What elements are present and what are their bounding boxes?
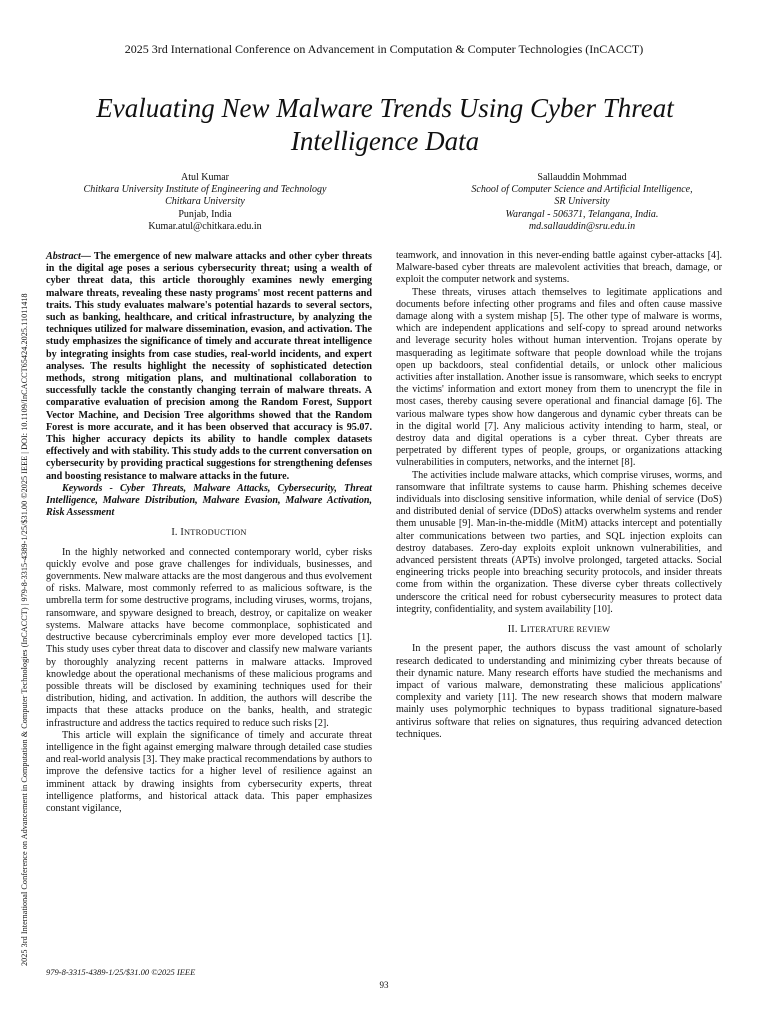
section-number: I.	[171, 527, 178, 539]
body-paragraph: In the highly networked and connected contemporary world, cyber risks quickly evolve and pose grave challenges for individuals, businesses, and governments. New malware attacks are the most dangerous and thus evolvement of risks. Malware, most commonly referred to as malicious software, is the umbrella term for some destructive programs, including viruses, worms, trojans, ransomware, and spyware designed to breach, destroy, or capitalize on weaker systems. Malware attacks have become commonplace, sophisticated and destructive because cybercriminals employ ever more developed tactics [1]. This study uses cyber threat data to discover and classify new malware variants by thoroughly analyzing recent patterns in malware attacks. Improved knowledge about the operational mechanisms of these malicious programs and possible threats will be disclosed by examining techniques used for their distribution, hiding, and activation. In addition, the authors will describe the impacts that these attacks produce on the banks, health, and strategic infrastructure and address the tactics required to reduce such risks [2].	[46, 546, 372, 729]
conference-header: 2025 3rd International Conference on Advancement in Computation & Computer Technologies (InCACCT)	[124, 42, 644, 56]
author-block-2	[432, 172, 732, 233]
section-title-initial: I	[180, 527, 184, 539]
author-email: md.sallauddin@sru.edu.in	[528, 220, 636, 232]
abstract-label: Abstract	[46, 251, 81, 262]
author-email: Kumar.atul@chitkara.edu.in	[148, 220, 262, 232]
keywords-label: Keywords -	[62, 482, 113, 494]
abstract	[46, 251, 372, 483]
author-affiliation: Chitkara University Institute of Engineering and Technology	[83, 184, 327, 196]
left-column	[46, 251, 372, 815]
body-paragraph: In the present paper, the authors discuss the vast amount of scholarly research dedicated to understanding and minimizing cyber threats because of their dynamic nature. Many research efforts have studied the mechanisms and impact of various malware, demonstrating these malicious applications' complexity and variety [11]. The new research shows that modern malware mainly uses polymorphic techniques to bypass traditional signature-based antivirus software that relies on signatures, thus requiring advanced detection techniques.	[396, 643, 722, 740]
section-title-rest: NTRODUCTION	[184, 528, 247, 538]
author-affiliation: Chitkara University	[165, 196, 245, 208]
body-paragraph: This article will explain the significance of timely and accurate threat intelligence in the fight against emerging malware through detailed case studies and real-world analysis [3]. They make practical recommendations by authors to improve the defensive tactics for a higher level of resilience against an imminent attack by drawing insights from cybersecurity experts, threat intelligence platforms, and historical attack data. This paper emphasizes constant vigilance,	[46, 729, 372, 814]
footer-isbn: 979-8-3315-4389-1/25/$31.00 ©2025 IEEE	[46, 967, 196, 977]
paper-title-line1: Evaluating New Malware Trends Using Cyber Threat	[96, 93, 674, 123]
side-margin-doi: 2025 3rd International Conference on Advancement in Computation & Computer Technologies (InCACCT) | 979-8-3315-4389-1/25/$31.00 ©2025 IEEE | DOI: 10.1109/InCACCT65424.2025.11011418	[20, 293, 29, 966]
right-column	[396, 250, 722, 741]
author-location: Warangal - 506371, Telangana, India.	[505, 208, 659, 220]
page-number: 93	[379, 980, 389, 990]
body-paragraph: The activities include malware attacks, which comprise viruses, worms, and ransomware that infiltrate systems to cause harm. Phishing schemes deceive individuals into disclosing sensitive information, while denial of service (DoS) and distributed denial of service (DDoS) attacks overwhelm systems and render them unusable [9]. Man-in-the-middle (MitM) attacks intercept and potentially alter communications between two parties, and SQL injection exploits can destroy databases. Zero-day exploits exploit unknown vulnerabilities, and advanced persistent threats (APTs) involve prolonged, targeted attacks. Social engineering tricks people into breaching security protocols, and insider threats come from within the organization. These diverse cyber threats collectively underscore the critical need for robust cybersecurity measures to protect data integrity, confidentiality, and system availability [10].	[396, 469, 722, 615]
author-name: Atul Kumar	[180, 172, 230, 183]
author-block-1	[55, 172, 355, 233]
author-location: Punjab, India	[178, 208, 232, 220]
body-paragraph: teamwork, and innovation in this never-ending battle against cyber-attacks [4]. Malware-based cyber threats are malevolent activities that breach, damage, or exploit the computer network and systems.	[396, 250, 722, 286]
section-title-rest: ITERATURE REVIEW	[526, 625, 611, 635]
section-title-initial: L	[520, 624, 527, 636]
keywords-text: Cyber Threats, Malware Attacks, Cybersecurity, Threat Intelligence, Malware Distribution, Malware Evasion, Malware Activation, Risk Assessment	[46, 482, 372, 519]
author-name: Sallauddin Mohmmad	[537, 172, 627, 183]
body-paragraph: These threats, viruses attach themselves to legitimate applications and documents before infecting other programs and files and often cause massive damage along with a system mishap [5]. The other type of malware is worms, which are independent applications and self-copy to spread around networks and leverage security holes without human intervention. Trojans operate by masquerading as legitimate software that people download while the trojans open up backdoors, steal confidential details, or unlock other malicious activities after installation. Another issue is ransomware, which seeks to encrypt the victims' information and extort money from them to unencrypt the file in most cases, thereby causing severe operational and financial damage [6]. The various malware types show how dangerous and dynamic cyber threats can be in the digital world [7]. Any malicious activity intending to harm, steal, or destroy data and digital operations is a cyber threat. Cyber threats are perpetrated by different types of people, groups, or organizations attacking vulnerabilities in computers, networks, and the internet [8].	[396, 286, 722, 469]
section-heading-literature-review	[396, 624, 722, 636]
keywords	[46, 483, 372, 520]
author-affiliation: SR University	[554, 196, 610, 208]
author-affiliation: School of Computer Science and Artificial Intelligence,	[471, 184, 693, 196]
abstract-text: — The emergence of new malware attacks and other cyber threats in the digital age poses a serious cybersecurity threat; using a wealth of cyber threat data, this article thoroughly examines newly emerging malware threats, revealing these nasty programs' most recent patterns and traits. This study evaluates malware's potential hazards to several sectors, such as banking, healthcare, and critical infrastructure, by analyzing the techniques utilized for malware dissemination, evasion, and activation. The study emphasizes the significance of timely and accurate threat intelligence by integrating insights from case studies, real-world incidents, and expert analyses. The results highlight the necessity of sophisticated detection methods, strong mitigation plans, and multinational collaboration to successfully tackle the constantly changing terrain of malware threats. A comparative evaluation of precision among the Random Forest, Support Vector Machine, and Decision Tree algorithms showed that the Random Forest is more accurate, and it has been observed that accuracy is 95.07. This higher accuracy depicts its ability to handle complex datasets effectively and with stability. This study adds to the current conversation on cybersecurity by providing practical suggestions for strengthening defenses and boosting resistance to malware attacks in the future.	[46, 251, 373, 482]
section-heading-introduction	[46, 527, 372, 539]
section-number: II.	[507, 624, 518, 636]
paper-title-line2: Intelligence Data	[290, 126, 480, 156]
paper-title	[40, 92, 730, 158]
